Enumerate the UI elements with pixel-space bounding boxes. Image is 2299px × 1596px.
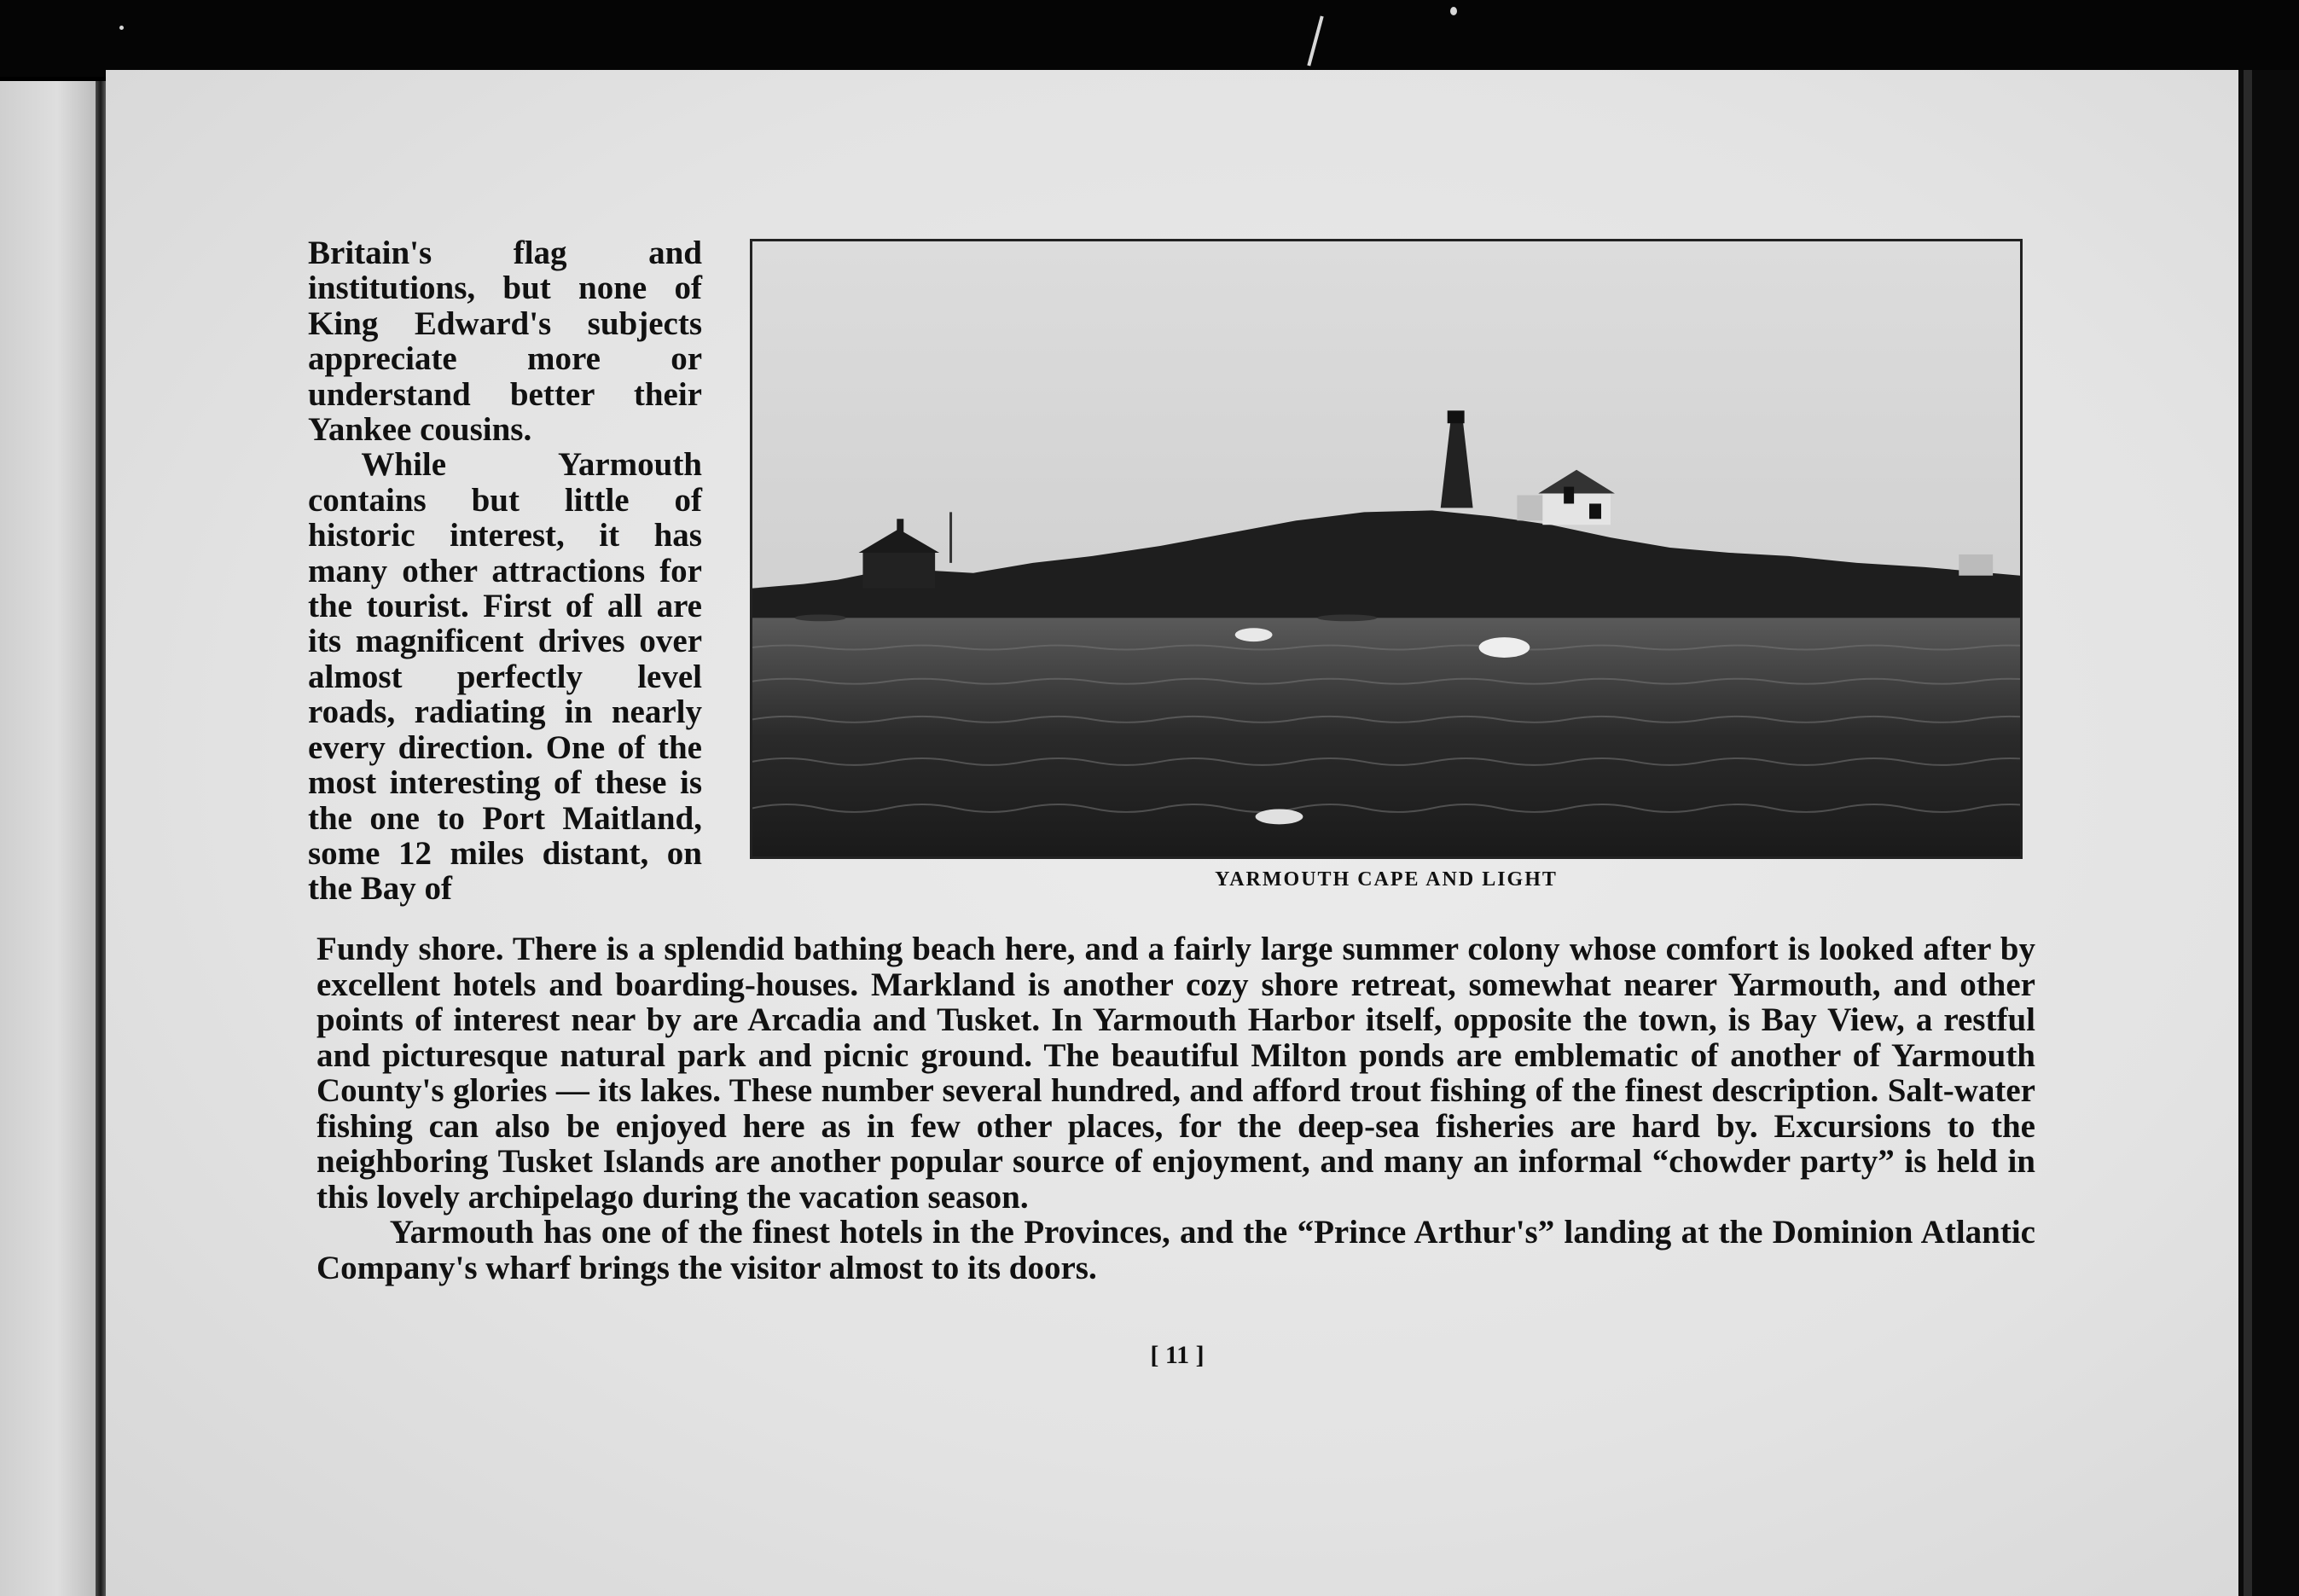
photo-caption: YARMOUTH CAPE AND LIGHT	[1215, 868, 1558, 891]
paragraph: Britain's flag and institutions, but none of King Edward's subjects appreciate more or understand better their Yankee cousins.	[308, 235, 702, 449]
body-text	[316, 931, 2035, 1286]
book-gutter	[96, 81, 106, 1596]
dust-speck	[1307, 16, 1323, 67]
column-text	[308, 235, 702, 907]
dust-speck	[1450, 7, 1457, 15]
lighthouse-photo	[750, 239, 2023, 859]
page-number: [ 11 ]	[1150, 1341, 1205, 1369]
scan-top-border	[0, 0, 2299, 77]
paragraph: Fundy shore. There is a splendid bathing beach here, and a fairly large summer colony whose comfort is looked after by excellent hotels and boarding-houses. Markland is another cozy shore retreat, somewhat nearer Yarmouth, and other points of interest near by are Arcadia and Tusket. In Yarmouth Harbor itself, opposite the town, is Bay View, a restful and picturesque natural park and picnic ground. The beautiful Milton ponds are emblematic of another of Yarmouth County's glories — its lakes. These number several hundred, and afford trout fishing of the finest description. Salt-water fishing can also be enjoyed here as in few other places, for the deep-sea fisheries are hard by. Excursions to the neighboring Tusket Islands are another popular source of enjoyment, and many an informal “chowder party” is held in this lovely archipelago during the vacation season.	[316, 931, 2035, 1216]
paragraph: While Yarmouth contains but little of historic interest, it has many other attractions for the tourist. First of all are its magnificent drives over almost perfectly level roads, radiating in nearly every direction. One of the most interesting of these is the one to Port Maitland, some 12 miles distant, on the Bay of	[308, 446, 702, 908]
scan-right-border	[2238, 70, 2299, 1596]
facing-page-edge	[0, 81, 96, 1596]
lighthouse-photo-image	[752, 241, 2020, 856]
dust-speck	[119, 26, 124, 30]
paragraph: Yarmouth has one of the finest hotels in the Provinces, and the “Prince Arthur's” landing at the Dominion Atlantic Company's wharf brings the visitor almost to its doors.	[316, 1214, 2035, 1286]
